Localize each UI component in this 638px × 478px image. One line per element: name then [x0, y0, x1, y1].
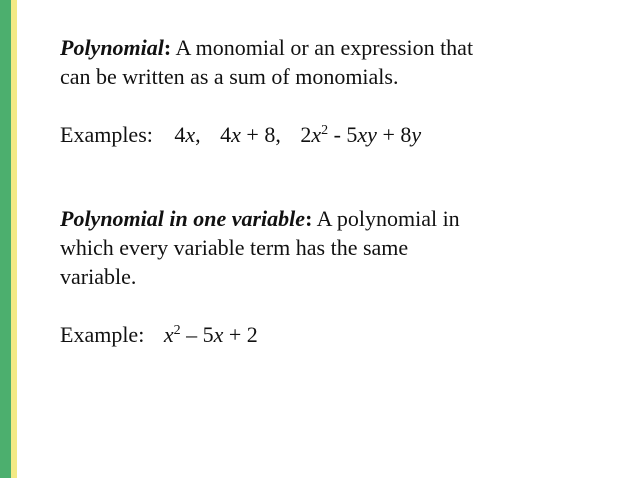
term-colon: : [305, 206, 313, 231]
example-line [60, 320, 620, 349]
definition-polynomial-one-variable [60, 204, 620, 291]
definition-text-line2: can be written as a sum of monomials. [60, 64, 399, 89]
side-accent-bar [0, 0, 17, 478]
definition2-text-line3: variable. [60, 264, 137, 289]
term-polynomial: Polynomial [60, 35, 164, 60]
example-item: $2x^2 - 5xy + 8y$ [300, 122, 422, 147]
example-label: Example: [60, 322, 145, 347]
term-polynomial-one-variable: Polynomial in one variable [60, 206, 306, 231]
example-item: 4x, [174, 122, 201, 147]
definition-text-line1: A monomial or an expression that [171, 35, 474, 60]
definition-polynomial [60, 33, 620, 91]
slide-content [60, 33, 620, 349]
example-expression: $x^2 - 5x + 2$ [163, 322, 258, 347]
definition2-text-line2: which every variable term has the same [60, 235, 409, 260]
accent-bar-green [0, 0, 11, 478]
examples-line [60, 120, 620, 149]
term-colon: : [163, 35, 172, 60]
accent-bar-yellow [11, 0, 17, 478]
definition2-text-line1: A polynomial in [312, 206, 460, 231]
examples-label: Examples: [60, 122, 153, 147]
example-item: 4x + 8, [220, 122, 281, 147]
